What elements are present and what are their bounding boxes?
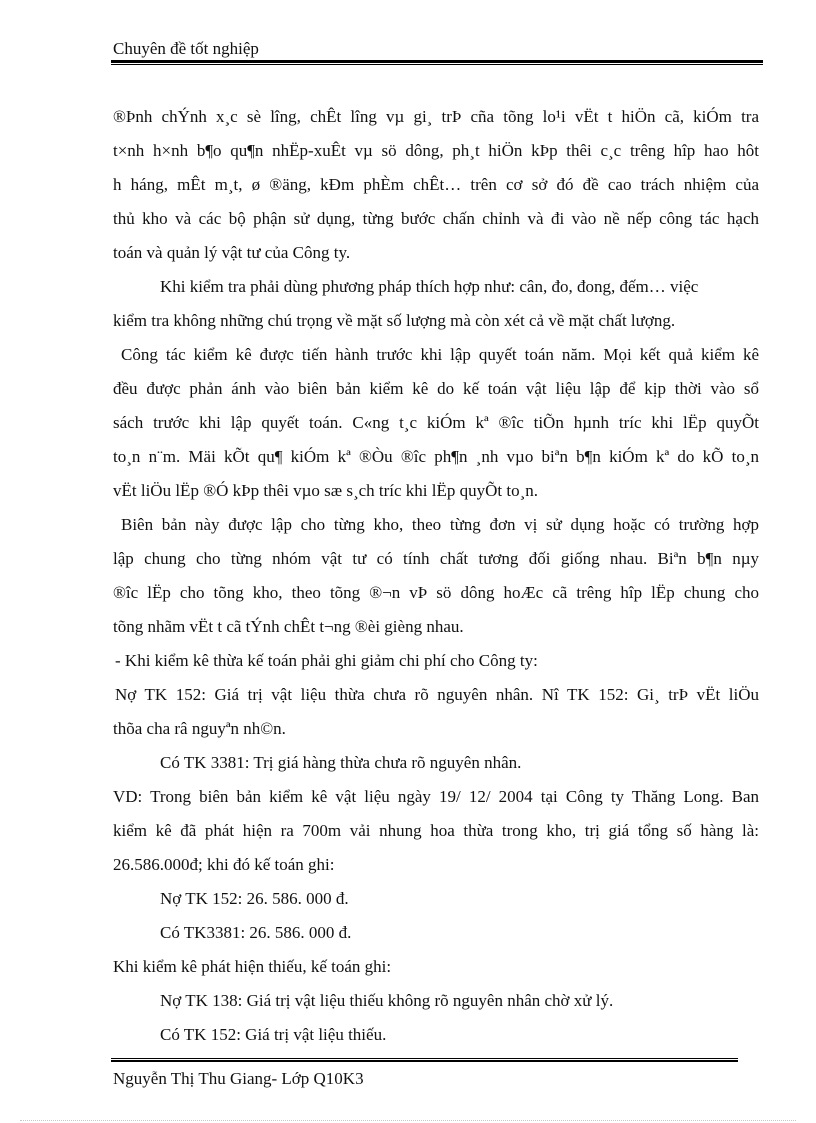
header-divider [111,60,763,65]
body-line: lập chung cho từng nhóm vật tư có tính chất tương đối giống nhau. Biªn b¶n nµy [113,549,759,568]
footer-divider [111,1058,738,1062]
body-line: Nợ TK 152: 26. 586. 000 đ. [160,889,349,908]
body-line: ®Þnh chÝnh x¸c sè lîng, chÊt lîng vµ gi¸ trÞ cña tõng lo¹i vËt t hiÖn cã, kiÓm tra [113,107,759,126]
body-line: Nợ TK 152: Giá trị vật liệu thừa chưa rõ nguyên nhân. Nî TK 152: Gi¸ trÞ vËt liÖu [115,685,759,704]
body-line: ®îc lËp cho tõng kho, theo tõng ®¬n vÞ sö dông hoÆc cã trêng hîp lËp chung cho [113,583,759,602]
body-line: Khi kiểm tra phải dùng phương pháp thích hợp như: cân, đo, đong, đếm… việc [160,277,699,296]
body-line: kiểm tra không những chú trọng về mặt số lượng mà còn xét cả về mặt chất lượng. [113,311,676,330]
body-line: h háng, mÊt m¸t, ø ®äng, kÐm phÈm chÊt… trên cơ sở đó đề cao trách nhiệm của [113,175,759,194]
body-line: t×nh h×nh b¶o qu¶n nhËp-xuÊt vµ sö dông, ph¸t hiÖn kÞp thêi c¸c trêng hîp hao hôt [113,141,759,160]
body-line: tõng nhãm vËt t cã tÝnh chÊt t¬ng ®èi gièng nhau. [113,617,464,636]
body-line: Nợ TK 138: Giá trị vật liệu thiếu không rõ nguyên nhân chờ xử lý. [160,991,614,1010]
body-line: Công tác kiểm kê được tiến hành trước khi lập quyết toán năm. Mọi kết quả kiểm kê [121,345,759,364]
body-line: 26.586.000đ; khi đó kế toán ghi: [113,855,335,874]
page-edge [20,1120,796,1121]
body-line: thủ kho và các bộ phận sử dụng, từng bước chấn chỉnh và đi vào nề nếp công tác hạch [113,209,759,228]
body-line: to¸n n¨m. Mäi kÕt qu¶ kiÓm kª ®Òu ®îc ph¶n ¸nh vµo biªn b¶n kiÓm kª do kÕ to¸n [113,447,759,466]
document-body [113,100,759,1052]
body-line: sách trước khi lập quyết toán. C«ng t¸c kiÓm kª ®îc tiÕn hµnh tríc khi lËp quyÕt [113,413,759,432]
body-line: VD: Trong biên bản kiểm kê vật liệu ngày 19/ 12/ 2004 tại Công ty Thăng Long. Ban [113,787,759,806]
body-line: kiểm kê đã phát hiện ra 700m vải nhung hoa thừa trong kho, trị giá tổng số hàng là: [113,821,759,840]
body-line: - Khi kiểm kê thừa kế toán phải ghi giảm chi phí cho Công ty: [115,651,538,670]
body-line: Khi kiểm kê phát hiện thiếu, kế toán ghi: [113,957,392,976]
body-line: vËt liÖu lËp ®Ó kÞp thêi vµo sæ s¸ch tríc khi lËp quyÕt to¸n. [113,481,539,500]
page-header-title: Chuyên đề tốt nghiệp [113,39,259,58]
body-line: Có TK 152: Giá trị vật liệu thiếu. [160,1025,387,1044]
body-line: toán và quản lý vật tư của Công ty. [113,243,351,262]
body-line: Có TK3381: 26. 586. 000 đ. [160,923,352,942]
body-line: Biên bản này được lập cho từng kho, theo từng đơn vị sử dụng hoặc có trường hợp [121,515,759,534]
body-line: thõa cha râ nguyªn nh©n. [113,719,286,738]
body-line: đều được phản ánh vào biên bản kiểm kê do kế toán vật liệu lập để kịp thời vào sổ [113,379,759,398]
footer-author: Nguyễn Thị Thu Giang- Lớp Q10K3 [113,1069,364,1088]
body-line: Có TK 3381: Trị giá hàng thừa chưa rõ nguyên nhân. [160,753,522,772]
